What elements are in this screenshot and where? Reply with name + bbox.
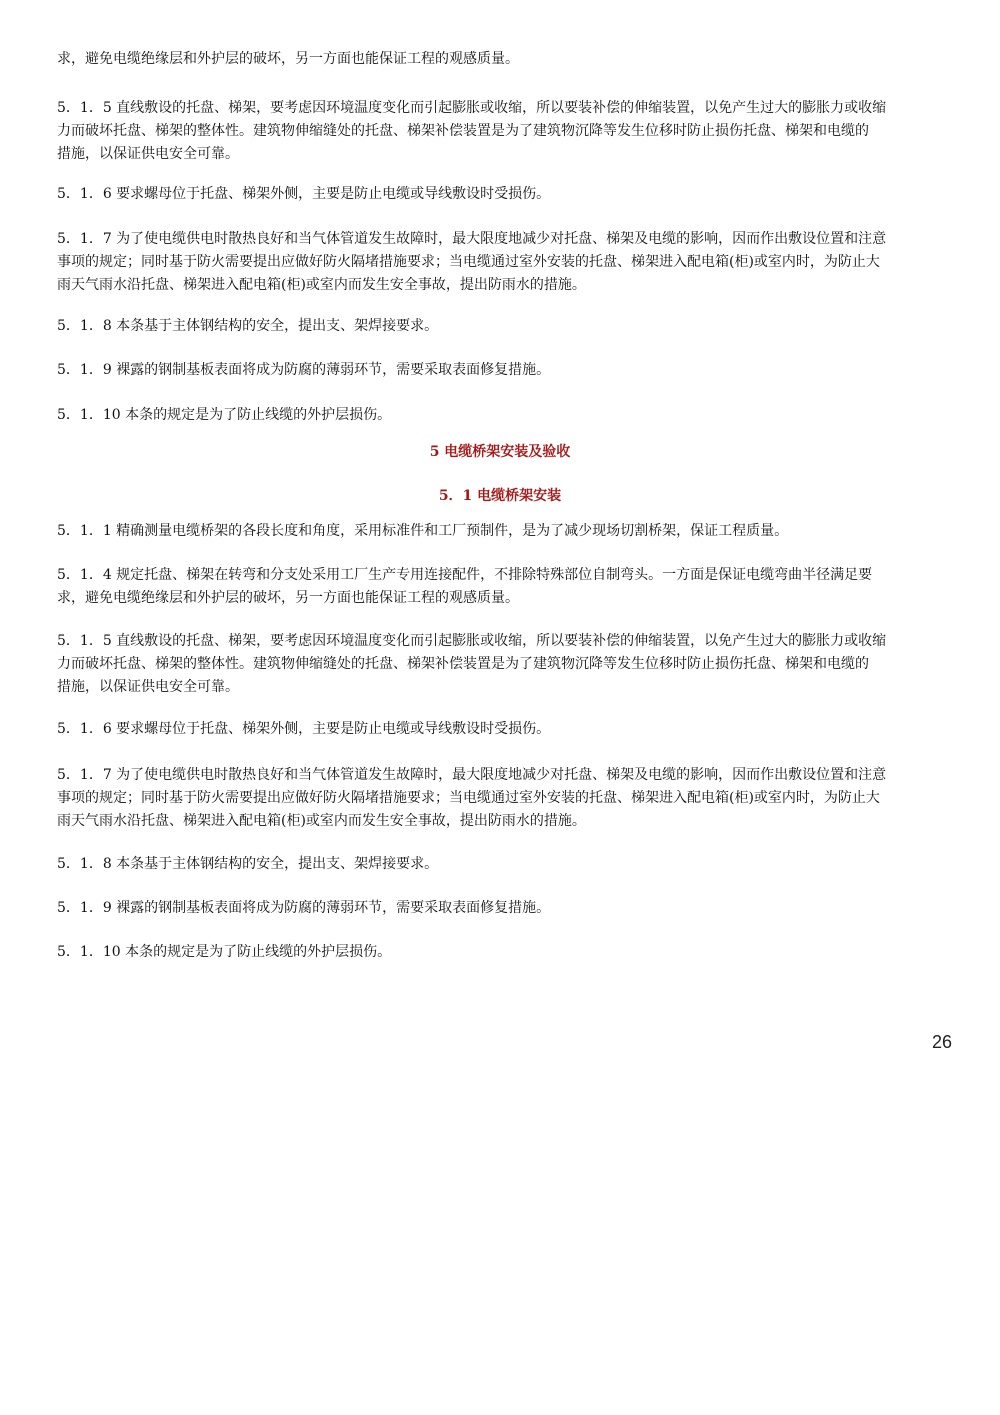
text-line: 5．1．10 本条的规定是为了防止线缆的外护层损伤。 (57, 944, 392, 960)
paragraph (57, 764, 947, 833)
paragraph (57, 897, 947, 920)
text-line: 求，避免电缆绝缘层和外护层的破坏，另一方面也能保证工程的观感质量。 (57, 51, 519, 67)
paragraph (57, 630, 947, 699)
text-line: 5．1．10 本条的规定是为了防止线缆的外护层损伤。 (57, 407, 392, 423)
paragraph (57, 520, 947, 543)
text-line: 5．1．5 直线敷设的托盘、梯架，要考虑因环境温度变化而引起膨胀或收缩，所以要装补偿的伸缩装置，以免产生过大的膨胀力或收缩 (57, 633, 887, 649)
paragraph (57, 48, 947, 71)
paragraph (57, 359, 947, 382)
section-heading: 5．1 电缆桥架安装 (438, 488, 562, 504)
text-line: 5．1．4 规定托盘、梯架在转弯和分支处采用工厂生产专用连接配件，不排除特殊部位自制弯头。一方面是保证电缆弯曲半径满足要 (57, 567, 873, 583)
paragraph (57, 564, 947, 610)
text-line: 措施，以保证供电安全可靠。 (57, 679, 239, 695)
text-line: 雨天气雨水沿托盘、梯架进入配电箱(柜)或室内而发生安全事故，提出防雨水的措施。 (57, 813, 586, 829)
text-line: 求，避免电缆绝缘层和外护层的破坏，另一方面也能保证工程的观感质量。 (57, 590, 519, 606)
text-line: 5．1．9 裸露的钢制基板表面将成为防腐的薄弱环节，需要采取表面修复措施。 (57, 900, 551, 916)
text-line: 5．1．6 要求螺母位于托盘、梯架外侧，主要是防止电缆或导线敷设时受损伤。 (57, 186, 551, 202)
text-line: 5．1．8 本条基于主体钢结构的安全，提出支、架焊接要求。 (57, 856, 439, 872)
text-line: 5．1．8 本条基于主体钢结构的安全，提出支、架焊接要求。 (57, 318, 439, 334)
chapter-heading: 5 电缆桥架安装及验收 (429, 444, 571, 460)
text-line: 5．1．5 直线敷设的托盘、梯架，要考虑因环境温度变化而引起膨胀或收缩，所以要装补偿的伸缩装置，以免产生过大的膨胀力或收缩 (57, 100, 887, 116)
text-line: 事项的规定；同时基于防火需要提出应做好防火隔堵措施要求；当电缆通过室外安装的托盘、梯架进入配电箱(柜)或室内时，为防止大 (57, 790, 880, 806)
text-line: 5．1．7 为了使电缆供电时散热良好和当气体管道发生故障时，最大限度地减少对托盘、梯架及电缆的影响，因而作出敷设位置和注意 (57, 231, 887, 247)
text-line: 5．1．1 精确测量电缆桥架的各段长度和角度，采用标准件和工厂预制件，是为了减少现场切割桥架，保证工程质量。 (57, 523, 789, 539)
paragraph (57, 228, 947, 297)
paragraph (57, 183, 947, 206)
text-line: 5．1．7 为了使电缆供电时散热良好和当气体管道发生故障时，最大限度地减少对托盘、梯架及电缆的影响，因而作出敷设位置和注意 (57, 767, 887, 783)
paragraph (57, 718, 947, 741)
text-line: 5．1．6 要求螺母位于托盘、梯架外侧，主要是防止电缆或导线敷设时受损伤。 (57, 721, 551, 737)
text-line: 雨天气雨水沿托盘、梯架进入配电箱(柜)或室内而发生安全事故，提出防雨水的措施。 (57, 277, 586, 293)
paragraph (57, 97, 947, 166)
text-line: 事项的规定；同时基于防火需要提出应做好防火隔堵措施要求；当电缆通过室外安装的托盘、梯架进入配电箱(柜)或室内时，为防止大 (57, 254, 880, 270)
page-number: 26 (931, 1032, 952, 1052)
text-line: 力而破坏托盘、梯架的整体性。建筑物伸缩缝处的托盘、梯架补偿装置是为了建筑物沉降等发生位移时防止损伤托盘、梯架和电缆的 (57, 656, 869, 672)
text-line: 5．1．9 裸露的钢制基板表面将成为防腐的薄弱环节，需要采取表面修复措施。 (57, 362, 551, 378)
paragraph (57, 404, 947, 427)
text-line: 措施，以保证供电安全可靠。 (57, 146, 239, 162)
paragraph (57, 941, 947, 964)
paragraph (57, 853, 947, 876)
text-line: 力而破坏托盘、梯架的整体性。建筑物伸缩缝处的托盘、梯架补偿装置是为了建筑物沉降等发生位移时防止损伤托盘、梯架和电缆的 (57, 123, 869, 139)
paragraph (57, 315, 947, 338)
